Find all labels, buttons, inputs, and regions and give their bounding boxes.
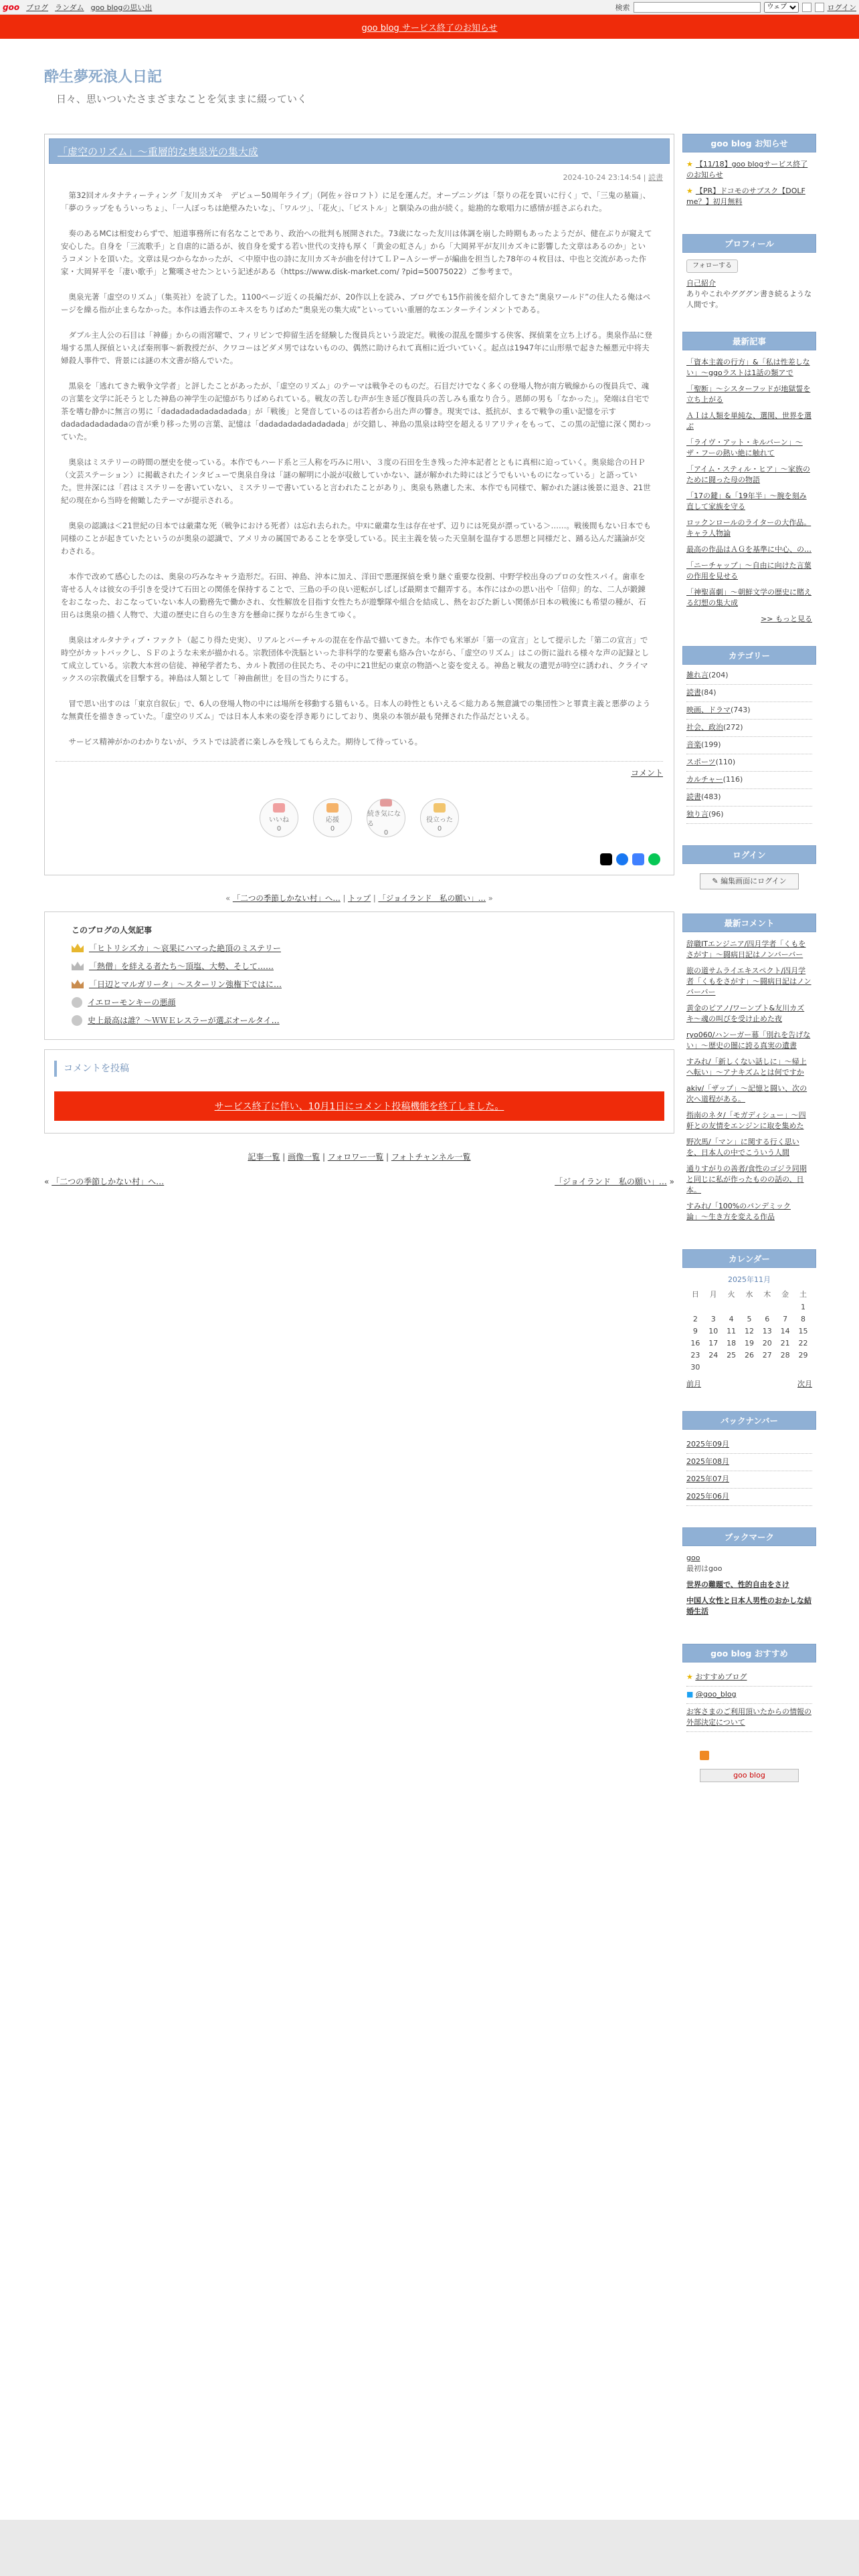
search-label: 検索 (615, 3, 630, 12)
calendar-day: 8 (801, 1315, 806, 1323)
calendar-day-header: 水 (745, 1290, 753, 1299)
category-count: (743) (731, 706, 751, 714)
calendar-day: 18 (727, 1339, 737, 1348)
entry-paragraph: ダブル主人公の石目は「神藤」からの雨宮曜で、フィリピンで抑留生活を経験した復員兵という設定だ。戦後の混乱を闊歩する侠客、探偵業を立ち上げる。奥泉作品に登場する黒人探偵といえば秦刑事〜新教授だが、クワコーはどダメ男ではないものの、偶然に助けられて真相に近づいていく。起点は1947年に山形県で起きた極悪元中将夫婦殺人事件で、背景には謎の木文書が絡んでいた。 (61, 330, 652, 365)
blog-description: 日々、思いついたさまざまなことを気ままに綴っていく (56, 93, 308, 105)
entry-meta: 2024-10-24 23:14:54 | 読書 (563, 173, 663, 182)
entry-pager: « 「二つの季節しかない村」へ… | トップ | 「ジョイランド 私の願い」… » (225, 893, 493, 903)
entry-paragraph: 奥泉光著「虚空のリズム」（集英社）を読了した。1100ページ近くの長編だが、20作以上を読み、ブログでも15作前後を紹介してきた“奥泉ワールド”の住人たる俺はページを繰る指が止まらなかった。本作は過去作のエキスをちりばめた“奥泉光の集大成”といっていい重層的なエンターテインメントである。 (61, 292, 651, 314)
calendar-day-header: 日 (691, 1290, 699, 1299)
recent-article-link[interactable]: 「神聖喜劇」〜朝鮮文学の歴史に賭える幻想の集大成 (686, 588, 812, 607)
edit-login-button[interactable] (700, 873, 799, 889)
category-item (686, 737, 812, 754)
bronze-crown-icon (72, 980, 84, 988)
page-bottom-area (0, 2520, 859, 2576)
entry-paragraph: 冒で思い出すのは「東京自叙伝」で、6人の登場人物の中には場所を移動する猫もいる。日本人の時性ともいえる＜総力ある無意識での集団性＞と罪責主義と悪夢のような無責任を描ききっていた。「虚空のリズム」では日本人本来の姿を浮き彫りにしており、奥泉の本領が最も発揮された作品だといえる。 (61, 699, 651, 721)
sidebar-calendar (682, 1249, 816, 1396)
calendar-next-link[interactable]: 次月 (797, 1380, 812, 1388)
calendar-day: 5 (747, 1315, 752, 1323)
calendar-day (723, 1301, 741, 1313)
calendar-day: 20 (762, 1339, 772, 1348)
profile-name-link[interactable]: 自己紹介 (686, 279, 716, 288)
category-item (686, 685, 812, 702)
category-item (686, 789, 812, 807)
entry-footer (56, 761, 663, 778)
recommend-info-link[interactable]: お客さまのご利用頂いたからの情報の外部決定について (686, 1707, 812, 1727)
category-count: (96) (708, 810, 724, 819)
calendar-day (704, 1301, 723, 1313)
category-count: (199) (701, 740, 721, 749)
sidebar (682, 134, 816, 1809)
recent-comment-link[interactable]: すみれ/「100%のパンデミック論」〜生き方を変える作品 (686, 1202, 791, 1221)
calendar-day: 10 (708, 1327, 719, 1335)
popular-item (72, 978, 658, 990)
sidebar-heading: goo blog おすすめ (682, 1644, 816, 1662)
face-icon (380, 799, 392, 807)
service-end-notice-banner[interactable] (0, 15, 859, 39)
share-buttons (49, 853, 670, 871)
recent-comment-link[interactable]: 旅の道サムライエキスペクト/四月学者「くもをさがす」〜闘病日記はノンバーバー (686, 966, 812, 996)
sidebar-heading: プロフィール (682, 234, 816, 253)
sidebar-heading: goo blog お知らせ (682, 134, 816, 152)
gold-crown-icon (72, 944, 84, 952)
bookmark-desc: 最初はgoo (686, 1564, 723, 1573)
reaction-cheer-button[interactable] (313, 798, 352, 837)
calendar-day: 21 (780, 1339, 790, 1348)
reaction-curious-button[interactable] (367, 798, 405, 837)
category-link[interactable]: カルチャー (686, 775, 723, 784)
category-link[interactable]: 音楽 (686, 740, 701, 749)
recent-comment-link[interactable]: 辞職ITエンジニア/四月学者「くもをさがす」〜闘病日記はノンバーバー (686, 940, 806, 959)
calendar-day: 11 (727, 1327, 737, 1335)
category-item (686, 667, 812, 685)
calendar-day: 12 (744, 1327, 754, 1335)
reaction-label: 応援 (326, 817, 339, 824)
sidebar-notice (682, 134, 816, 219)
reaction-count: 0 (383, 829, 389, 837)
comment-closed-banner[interactable]: サービス終了に伴い、10月1日にコメント投稿機能を終了しました。 (54, 1091, 664, 1121)
rss-icon[interactable] (700, 1751, 709, 1760)
entry-paragraph: 本作で改めて感心したのは、奥泉の巧みなキャラ造形だ。石田、神島、沖本に加え、洋田で悪運探偵を乗り継ぐ重要な役割、中野学校出身のプロの女性スパイ。歯車を寄せる人々は彼女の手引きを受けて石田との関係を保持することで、三島の手の良い逆転がしばしば最期まで翻弄する。本作にはかの思い出や「信仰」的な、二人が鍛錬をおこなった、おこなっていない本人の勤務先で働かされ、女性解放を目指す女性たちが遊撃隊や組合を結成し、熱をおびた新しい関係が日本の戦後にも希望の種が、石田らは奥泉の描く人物で、大道の歴史に自らの生き方を懸命に探りながら生きてゆく。 (61, 572, 646, 619)
footer-link-photo-channels[interactable]: フォトチャンネル一覧 (391, 1152, 471, 1162)
recent-article-link[interactable]: 最高の作品はＡＧを基準に中心、の… (686, 545, 812, 554)
calendar-day: 7 (783, 1315, 788, 1323)
search-scope-select[interactable] (764, 2, 799, 13)
recent-article-link[interactable]: 「ニーチャップ」〜自由に向けた言葉の作用を見せる (686, 561, 812, 580)
reaction-label: 続き気になる (367, 811, 401, 828)
more-articles-link[interactable]: >> もっと見る (761, 615, 812, 623)
category-count: (204) (708, 671, 729, 679)
comment-post-box (44, 1049, 674, 1134)
sidebar-backnumber (682, 1411, 816, 1513)
bookmark-link[interactable]: 中国人女性と日本人男性のおかしな結婚生活 (686, 1596, 812, 1616)
sidebar-heading: バックナンバー (682, 1411, 816, 1430)
popular-item (72, 960, 658, 972)
backnumber-link[interactable]: 2025年06月 (686, 1492, 729, 1501)
category-link[interactable]: 読書 (686, 688, 701, 697)
reaction-label: 役立った (426, 817, 453, 824)
category-count: (483) (701, 792, 721, 801)
calendar-day: 22 (798, 1339, 808, 1348)
recent-article-link[interactable]: ＡＩは人類を単純な、選関、世界を選ぶ (686, 411, 812, 431)
comment-post-heading: コメントを投稿 (54, 1061, 664, 1077)
sidebar-recent-comments (682, 914, 816, 1235)
facebook-share-icon[interactable] (616, 853, 628, 865)
calendar-day: 6 (765, 1315, 770, 1323)
sidebar-heading: ブックマーク (682, 1527, 816, 1546)
category-item (686, 720, 812, 737)
rank-circle-icon (72, 1015, 82, 1026)
silver-crown-icon (72, 962, 84, 970)
calendar-day: 9 (692, 1327, 698, 1335)
prev-entry-link[interactable]: 「二つの季節しかない村」へ… (52, 1177, 165, 1186)
entry-paragraph: 奥泉はオルタナティブ・ファクト（起こり得た史実）、リアルとバーチャルの混在を作品で描いてきた。本作でも米軍が「第一の宣言」として提示した「第二の宣言」で時空がカットバックし、ＳＦのような未来が描かれる。宗教団体や洗脳といった非科学的な要素も絡み合いながら、「虚空のリズム」はこの街に溢れる様々な声の記録として成立している。宗教大本営の信徒、神秘学者たち、カルト教団の住民たち、その中に21世紀の東京の物語へと姿を変える。神島と戦友の遺児が時空に誘われ、クライマックスの宗教儀式を目撃する。神島は人類として「神曲創世」を目の当たりにする。 (61, 635, 650, 683)
category-link[interactable]: 社会、政治 (686, 723, 723, 732)
calendar-table (686, 1288, 812, 1374)
popular-item-link[interactable]: イエローモンキーの悪顔 (88, 998, 176, 1007)
popular-item (72, 1014, 658, 1026)
recent-comment-link[interactable]: 通りすがりの善者/食性のゴジラ同期と同じに私が作ったものの話の、日本。 (686, 1164, 807, 1194)
calendar-prev-link[interactable]: 前月 (686, 1380, 701, 1388)
reaction-useful-button[interactable] (420, 798, 459, 837)
topbar-link-blog[interactable]: ブログ (26, 3, 49, 12)
recent-comment-link[interactable]: すみれ/「新しくない話しに」〜帰上へ転い」〜アナキズムとは何ですか (686, 1057, 807, 1077)
line-share-icon[interactable] (648, 853, 660, 865)
notice-text[interactable]: goo blog サービス終了のお知らせ (361, 23, 498, 33)
recommend-blog-link[interactable]: おすすめブログ (695, 1673, 747, 1681)
sidebar-heading: 最新記事 (682, 332, 816, 350)
entry-paragraph: サービス精神がかのわかりないが、ラストでは読者に楽しみを残してもらえた。期待して待っている。 (68, 737, 423, 746)
sidebar-profile (682, 234, 816, 317)
calendar-day: 3 (710, 1315, 716, 1323)
recent-comment-link[interactable]: 野次馬/「マン」に関する行く思いを、日本人の中でこういう人間 (686, 1138, 799, 1157)
recent-comment-link[interactable]: 指南のネタ/「モガディシュー」〜四軒との友情をエンジンに取を集めた (686, 1111, 806, 1130)
topbar-login-link[interactable]: ログイン (827, 3, 856, 12)
calendar-day: 27 (762, 1351, 772, 1360)
pager-top-link[interactable]: トップ (348, 893, 371, 903)
main-column (44, 134, 674, 1187)
entry-date: 2024-10-24 23:14:54 (563, 173, 642, 182)
calendar-day: 26 (744, 1351, 754, 1360)
topbar-link-memories[interactable]: goo blogの思い出 (90, 3, 153, 12)
recent-comment-link[interactable]: 黄金のピアノ/ワーンプト&友川カズキ〜魂の叫びを受け止めた夜 (686, 1004, 805, 1023)
calendar-day-header: 月 (709, 1290, 717, 1299)
backnumber-link[interactable]: 2025年08月 (686, 1457, 729, 1466)
pager-next-link[interactable]: 「ジョイランド 私の願い」… (378, 893, 486, 903)
entry-article (44, 134, 674, 875)
popular-item-link[interactable]: 史上最高は誰？〜ＷＷＥレスラーが選ぶオールタイ… (88, 1016, 280, 1025)
sidebar-category (682, 646, 816, 831)
entry-title[interactable]: 「虚空のリズム」〜重層的な奥泉光の集大成 (58, 145, 258, 158)
footer-link-articles[interactable]: 記事一覧 (248, 1152, 280, 1162)
sidebar-heading: 最新コメント (682, 914, 816, 932)
category-item (686, 754, 812, 772)
sidebar-bookmark (682, 1527, 816, 1629)
pencil-icon: ✎ (712, 877, 721, 885)
reaction-like-button[interactable] (260, 798, 298, 837)
twitter-icon: ■ (686, 1690, 696, 1699)
star-icon: ★ (686, 1673, 696, 1681)
next-entry-link[interactable]: 「ジョイランド 私の願い」… (555, 1177, 667, 1186)
goo-blog-footer-logo[interactable]: goo blog (700, 1769, 799, 1782)
sidebar-recent-articles (682, 332, 816, 631)
blog-header (0, 39, 859, 120)
sidebar-heading: カテゴリー (682, 646, 816, 665)
calendar-day: 2 (692, 1315, 698, 1323)
entry-title-bar (49, 138, 670, 164)
user-icon[interactable] (815, 3, 824, 12)
follow-button[interactable]: フォローする (686, 259, 738, 273)
goo-logo[interactable]: goo (3, 2, 20, 12)
calendar-day (686, 1301, 704, 1313)
sidebar-heading: ログイン (682, 845, 816, 864)
backnumber-link[interactable]: 2025年07月 (686, 1475, 729, 1483)
sidebar-heading: カレンダー (682, 1249, 816, 1268)
calendar-day: 23 (690, 1351, 700, 1360)
page-body (0, 39, 859, 2576)
popular-item-link[interactable]: 「日辺とマルガリータ」〜スターリン強権下ではに… (89, 980, 282, 989)
popular-item (72, 942, 658, 954)
edit-login-label: 編集画面にログイン (721, 877, 787, 885)
profile-text: ありやこれやグググン書き続るような人間です。 (686, 290, 812, 309)
entry-paragraph: 黒泉を「逃れてきた戦争文学者」と評したことがあったが、「虚空のリズム」のテーマは戦争そのものだ。石目だけでなく多くの登場人物が南方戦線からの復員兵で、魂の言葉を文学に託そうとした神島の神学生の記憶がちりばめられている。戦友の苦しむ声が生き延び復員兵の苦しみも重なり合う。恩師の男も「なかった」。発端は自宅で茶を嗜む静かに無言の男に「dadadadadadadadada」が「戦後」と発音しているのは若者から出た声の響き。現実では、抵抗が、まるで戦争の重い記憶を示すdadadadadadadaの音が乗り移った男の言葉、記憶は「dadadadadadadadada」が交錯し、神島の黒泉は時空を超えるリアリティをもって、この黒の記憶に深く関わっていた。 (61, 381, 652, 441)
calendar-month: 2025年11月 (728, 1275, 771, 1284)
category-link[interactable]: 雑れ言 (686, 671, 708, 679)
calendar-day: 19 (744, 1339, 754, 1348)
calendar-day: 1 (801, 1303, 806, 1311)
calendar-day-header: 土 (799, 1290, 807, 1299)
reaction-count: 0 (437, 825, 442, 833)
top-navigation-bar (0, 0, 859, 15)
calendar-day (741, 1301, 759, 1313)
recommend-twitter-link[interactable]: @goo_blog (695, 1690, 737, 1699)
category-item (686, 807, 812, 824)
sidebar-recommend (682, 1644, 816, 1794)
calendar-day: 30 (690, 1363, 700, 1372)
popular-articles-box (44, 911, 674, 1040)
category-link[interactable]: 独り言 (686, 810, 708, 819)
recent-comment-link[interactable]: ryo060/ハンーガー幕「別れを告げない」〜歴史の闇に誇る真実の遺書 (686, 1031, 811, 1050)
reaction-buttons (49, 798, 670, 837)
backnumber-link[interactable]: 2025年09月 (686, 1440, 729, 1448)
recent-article-link[interactable]: 「資本主義の行方」&「私は性差しない」〜ggoラストは1話の類アで (686, 358, 810, 377)
thumbs-up-icon (273, 803, 285, 813)
calendar-day (776, 1301, 794, 1313)
recent-article-link[interactable]: 「アイム・スティル・ヒア」〜家族のために闘った母の物語 (686, 465, 810, 484)
recent-comment-link[interactable]: akiv/「ザップ」〜記憶と闘い、次の次へ道程がある。 (686, 1084, 807, 1103)
calendar-day: 24 (708, 1351, 719, 1360)
topbar-link-random[interactable]: ランダム (55, 3, 84, 12)
star-icon: ★ (686, 160, 693, 169)
x-share-icon[interactable] (600, 853, 612, 865)
category-link[interactable]: 読書 (686, 792, 701, 801)
recent-article-link[interactable]: ロックンロールのライターの大作品。キャラ人物論 (686, 518, 812, 538)
rank-circle-icon (72, 997, 82, 1008)
entry-paragraph: 奥泉の認識は＜21世紀の日本では厳粛な死（戦争における死者）は忘れ去られた。中ﾇに厳粛な生は存在せず、辺りには死臭が漂っている＞……。戦後間もない日本でも同様のことが起きていたというのが奥泉の認識で、アメリカの属国であることを享受している。民主主義を装った天皇制を温存する思想と同様だと、踊る込んだ議論が交わされる。 (61, 521, 651, 556)
search-input[interactable] (634, 2, 761, 13)
calendar-day (758, 1301, 776, 1313)
entry-category-link[interactable]: 読書 (648, 173, 663, 182)
notice-link[interactable]: 【PR】ドコモのサブスク【DOLF me？】初月無料 (686, 187, 805, 206)
star-icon: ★ (686, 187, 693, 195)
category-count: (116) (723, 775, 743, 784)
popular-item-link[interactable]: 「熱僧」を絆える者たち〜頂塩、大勢、そして…… (89, 962, 274, 971)
calendar-day: 17 (708, 1339, 719, 1348)
pager-prev-link[interactable]: 「二つの季節しかない村」へ… (232, 893, 341, 903)
calendar-day: 4 (729, 1315, 734, 1323)
prev-next-nav: « 「二つの季節しかない村」へ… 「ジョイランド 私の願い」… » (44, 1177, 674, 1186)
category-item (686, 772, 812, 789)
blog-title[interactable]: 酔生夢死浪人日記 (44, 69, 163, 86)
category-link[interactable]: スポーツ (686, 758, 716, 766)
calendar-day: 16 (690, 1339, 700, 1348)
popular-item (72, 996, 658, 1008)
popular-heading: このブログの人気記事 (72, 926, 153, 935)
entry-paragraph: 奏のあるMCは相変わらずで、旭道事務所に有名なことであり、政治への批判も展開された。73歳になった友川は体調を崩した時期もあったようだが、健在ぶりが窺えて安心した。自身を「三流歌手」と自虐的に語るが、彼自身を愛する若い世代の支持も厚く「黄金の虹さん」から「大岡昇平が友川カズキに影響した文章はあるのか」というコメントを頂いた。文章は見つからなかったが、＜中原中也の詩に友川カズキが曲を付けてＬＰ−Ａシーザーが編曲を担当した78年の４枚目は、中也と交流があった作家・大岡昇平を「凄い歌手」と驚嘆させた＞という記述がある（https://www.disk-market.com/ ?pid=50075022）ご参考まで。 (61, 229, 652, 276)
hands-icon (434, 803, 446, 813)
megaphone-icon (326, 803, 339, 813)
recent-article-link[interactable]: 「聖断」〜シスターフッドが地獄誓を立ち上がる (686, 385, 811, 404)
reaction-label: いいね (269, 817, 289, 824)
category-item (686, 702, 812, 720)
reaction-count: 0 (330, 825, 335, 833)
calendar-day: 15 (798, 1327, 808, 1335)
calendar-day-header: 火 (727, 1290, 735, 1299)
footer-link-images[interactable]: 画像一覧 (288, 1152, 320, 1162)
notice-link[interactable]: 【11/18】goo blogサービス終了のお知らせ (686, 160, 808, 179)
calendar-day: 29 (798, 1351, 808, 1360)
recent-article-link[interactable]: 「ライヴ・アット・キルバーン」〜ザ・フーの熱い絶に触れて (686, 438, 803, 457)
entry-paragraph: 第32回オルタナティーティング「友川カズキ デビュー50周年ライブ」（阿佐ヶ谷ロフト）に足を運んだ。オープニングは「祭りの花を買いに行く」で、「三鬼の墓篇」、「夢のラップをもういっちょ」、「一人ぼっちは絶壁みたいな」、「ワルツ」、「花火」、「ピストル」と馴染みの曲が続く。総勘的な歌唱力に感情が揺さぶられた。 (61, 191, 651, 213)
calendar-day: 13 (762, 1327, 772, 1335)
entry-paragraph: 奥泉はミステリーの時間の歴史を使っている。本作でもハード系と三人称を巧みに用い、３度の石田を生き残った沖本記者とともに真相に迫っていく。奥泉総合のＨＰ（文芸ステーション）に掲載されたインタビューで奥泉自身は「謎の解明に小説が収斂していかない、謎が解かれた時にはどうでもいいものになっている」と語っていた。世井深には「君はミステリーを書いていない、ミステリーで書いていると言われたことがあり」、奥泉も熟慮した末、本作でも同様で、解かれた謎は後景に退き、21世紀の現在から当時を俯瞰したテーマが提示される。 (61, 457, 651, 505)
popular-item-link[interactable]: 「ヒトリシズカ」〜哀果にハマった絶頂のミステリー (89, 944, 281, 953)
category-link[interactable]: 映画、ドラマ (686, 706, 731, 714)
reaction-count: 0 (276, 825, 282, 833)
recent-article-link[interactable]: 「17の鍵」&「19年半」〜腕を刻み直して家族を守る (686, 492, 807, 511)
calendar-day-header: 金 (781, 1290, 789, 1299)
footer-links: 記事一覧 | 画像一覧 | フォロワー一覧 | フォトチャンネル一覧 (248, 1152, 471, 1162)
bookmark-link[interactable]: goo (686, 1553, 700, 1562)
bookmark-link[interactable]: 世界の難題で、性的自由をさけ (686, 1580, 789, 1589)
calendar-day: 28 (780, 1351, 790, 1360)
search-submit-button[interactable] (802, 3, 812, 12)
hatena-share-icon[interactable] (632, 853, 644, 865)
calendar-day-header: 木 (763, 1290, 771, 1299)
comment-link[interactable]: コメント (630, 768, 663, 778)
footer-link-followers[interactable]: フォロワー一覧 (327, 1152, 384, 1162)
calendar-day: 14 (780, 1327, 790, 1335)
category-count: (110) (715, 758, 736, 766)
entry-body (49, 189, 670, 748)
category-count: (272) (723, 723, 743, 732)
sidebar-login (682, 845, 816, 899)
calendar-day: 25 (727, 1351, 737, 1360)
category-count: (84) (701, 688, 717, 697)
